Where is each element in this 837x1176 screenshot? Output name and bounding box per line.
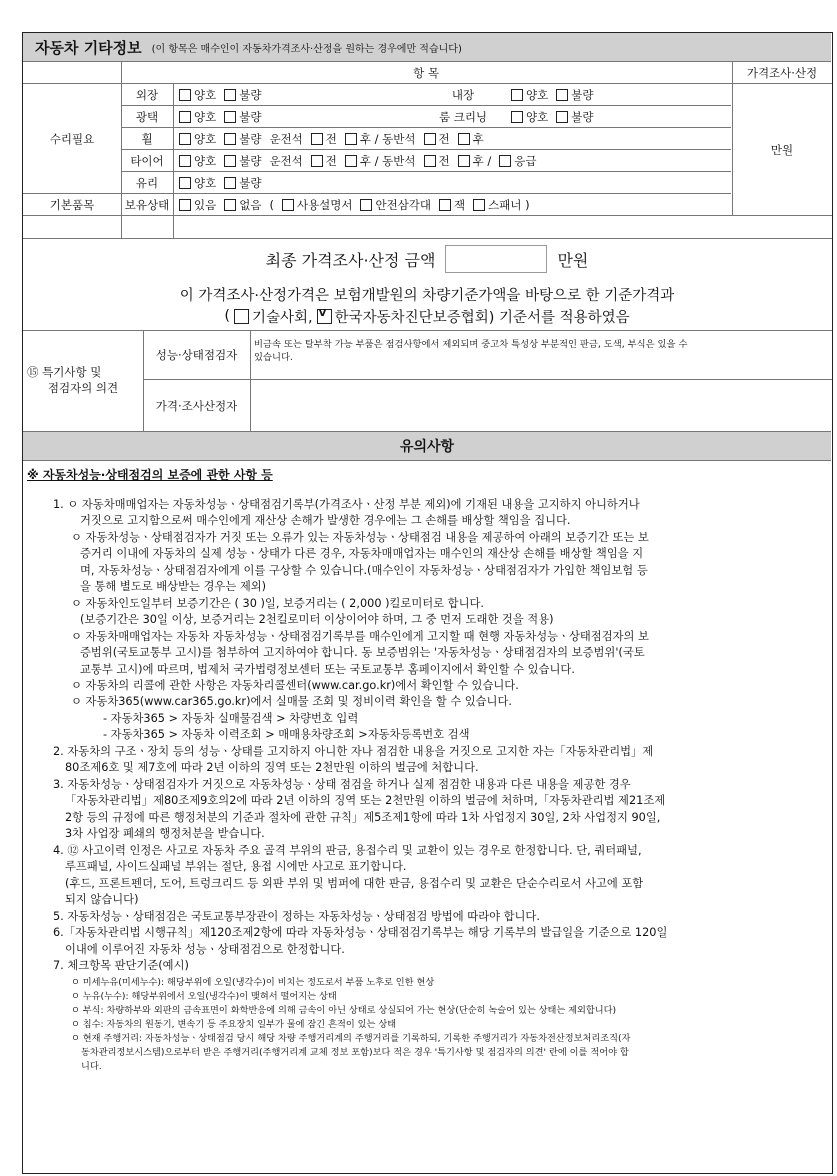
- manual-option[interactable]: 사용설명서: [282, 197, 353, 213]
- guarantee-title: ※ 자동차성능·상태점검의 보증에 관한 사항 등: [27, 468, 273, 482]
- basis-kaida-checkbox[interactable]: [317, 309, 332, 324]
- none-option[interactable]: 없음: [224, 197, 261, 213]
- checkbox[interactable]: [179, 155, 191, 167]
- notice-line: 80조제6호 및 제7호에 따라 2년 이하의 징역 또는 2천만원 이하의 벌금에 처합니다.: [65, 761, 479, 774]
- checkbox[interactable]: [556, 89, 568, 101]
- row-label-interior: 내장: [451, 87, 475, 102]
- basis-line-1: 이 가격조사·산정가격은 보험개발원의 차량기준가액을 바탕으로 한 기준가격과: [179, 287, 675, 304]
- inspector-remarks[interactable]: 비금속 또는 탈부착 가능 부품은 점검사항에서 제외되며 중고차 특성상 부분적인 판금, 도색, 부식은 있을 수 있습니다.: [254, 339, 688, 363]
- notice-line: ㅇ 자동차성능ㆍ상태점검자가 거짓 또는 오류가 있는 자동차성능ㆍ상태점검 내용을 제공하여 아래의 보증기간 또는 보: [71, 531, 649, 544]
- checkbox[interactable]: [360, 199, 372, 211]
- notice-line: 증범위(국토교통부 고시)를 첨부하여 고지하여야 합니다. 동 보증범위는 '자동차성능ㆍ상태점검자의 보증범위'(국토: [80, 646, 645, 659]
- remarks-label-1: ⑮ 특기사항 및: [27, 365, 102, 379]
- notice-line: 「자동차관리법」제80조제9호의2에 따라 2년 이하의 징역 또는 2천만원 이하의 벌금에 처하며,「자동차관리법 제21조제: [65, 794, 666, 807]
- tire-rear-option[interactable]: 후 /: [458, 153, 492, 169]
- vehicle-other-info-sheet: [22, 32, 833, 1174]
- notice-line: 2항 등의 규정에 따른 행정처분의 기준과 절차에 관한 규칙」제5조제1항에 따라 1차 사업정지 30일, 2차 사업정지 90일,: [65, 811, 661, 824]
- checkbox[interactable]: [224, 133, 236, 145]
- criteria-line: ㅇ 침수: 자동차의 원동기, 변속기 등 주요장치 일부가 물에 잠긴 흔적이 있는 상태: [71, 1019, 397, 1030]
- room-cleaning-good-option[interactable]: 양호: [511, 109, 548, 125]
- have-option[interactable]: 있음: [179, 197, 216, 213]
- checkbox[interactable]: [499, 155, 511, 167]
- notice-line: ㅇ 자동차의 리콜에 관한 사항은 자동차리콜센터(www.car.go.kr)에서 확인할 수 있습니다.: [71, 679, 519, 692]
- checkbox[interactable]: [458, 155, 470, 167]
- section-subtitle: (이 항목은 매수인이 자동차가격조사·산정을 원하는 경우에만 적습니다): [151, 43, 462, 55]
- checkbox[interactable]: [224, 177, 236, 189]
- checkbox[interactable]: [224, 155, 236, 167]
- row-label-exterior: 외장: [135, 87, 159, 102]
- notice-line: 4. ⑫ 사고이력 인정은 사고로 자동차 주요 골격 부위의 판금, 용접수리 및 교환이 있는 경우로 한정합니다. 단, 쿼터패널,: [53, 844, 642, 857]
- notice-line: 1. ㅇ 자동차매매업자는 자동차성능ㆍ상태점검기록부(가격조사ㆍ산정 부분 제외)에 기재된 내용을 고지하지 아니하거나: [53, 498, 640, 511]
- notice-line: 6.「자동차관리법 시행규칙」제120조제2항에 따라 자동차성능ㆍ상태점검기록부는 해당 기록부의 발급일을 기준으로 120일: [53, 926, 668, 939]
- basis-open: (: [224, 308, 230, 324]
- tire-front-option[interactable]: 전: [311, 153, 337, 169]
- gloss-good-option[interactable]: 양호: [179, 109, 216, 125]
- checkbox[interactable]: [345, 133, 357, 145]
- interior-good-option[interactable]: 양호: [511, 87, 548, 103]
- criteria-line: ㅇ 누유(누수): 해당부위에서 오일(냉각수)이 맺혀서 떨어지는 상태: [71, 991, 337, 1002]
- tire-emergency-option[interactable]: 응급: [499, 153, 536, 169]
- notice-heading: 유의사항: [23, 431, 831, 461]
- wheel-rear-option[interactable]: 후: [458, 131, 484, 147]
- criteria-line: 동차관리정보시스템)으로부터 받은 주행거리(주행거리계 교체 정보 포함)보다 적은 경우 '특기사항 및 점검자의 의견' 란에 이를 적어야 합: [81, 1047, 629, 1058]
- checkbox[interactable]: [473, 199, 485, 211]
- checkbox[interactable]: [224, 89, 236, 101]
- spanner-option[interactable]: 스패너 ): [473, 197, 529, 213]
- tire-front2-option[interactable]: 전: [424, 153, 450, 169]
- section-title-bar: [23, 33, 831, 62]
- checkbox[interactable]: [282, 199, 294, 211]
- appraiser-label: 가격·조사산정자: [155, 398, 238, 413]
- basis-opt1: 기술사회,: [252, 309, 313, 326]
- notice-line: ㅇ 자동차매매업자는 자동차 자동차성능ㆍ상태점검기록부를 매수인에게 고지할 때 현행 자동차성능ㆍ상태점검자의 보: [71, 630, 649, 643]
- criteria-line: ㅇ 미세누유(미세누수): 해당부위에 오일(냉각수)이 비치는 정도로서 부품 노후로 인한 현상: [71, 977, 435, 988]
- exterior-bad-option[interactable]: 불량: [224, 87, 261, 103]
- notice-line: 증거리 이내에 자동차의 실제 성능ㆍ상태가 다른 경우, 자동차매매업자는 매수인의 재산상 손해를 배상할 책임을 지: [80, 547, 644, 560]
- notice-line: ㅇ 자동차365(www.car365.go.kr)에서 실매물 조회 및 정비이력 확인을 할 수 있습니다.: [71, 695, 512, 708]
- wheel-driver-label: 운전석: [269, 131, 303, 146]
- checkbox[interactable]: [179, 177, 191, 189]
- glass-good-option[interactable]: 양호: [179, 175, 216, 191]
- jack-option[interactable]: 잭: [439, 197, 465, 213]
- wheel-front-option[interactable]: 전: [311, 131, 337, 147]
- notice-line: (보증기간은 30일 이상, 보증거리는 2천킬로미터 이상이어야 하며, 그 중 먼저 도래한 것을 적용): [80, 613, 554, 626]
- notice-line: 3차 사업장 폐쇄의 행정처분을 받습니다.: [65, 827, 265, 840]
- gloss-bad-option[interactable]: 불량: [224, 109, 261, 125]
- checkbox[interactable]: [179, 133, 191, 145]
- notice-line: 교통부 고시)에 따르며, 법제처 국가법령정보센터 또는 국토교통부 홈페이지에서 확인할 수 있습니다.: [80, 663, 575, 676]
- checkbox[interactable]: [179, 111, 191, 123]
- row-label-tire: 타이어: [130, 153, 164, 168]
- ownership-label: 보유상태: [124, 197, 170, 212]
- checkbox[interactable]: [224, 111, 236, 123]
- wheel-bad-option[interactable]: 불량: [224, 131, 261, 147]
- notice-line: - 자동차365 > 자동차 실매물검색 > 차량번호 입력: [103, 712, 359, 725]
- interior-bad-option[interactable]: 불량: [556, 87, 593, 103]
- checkbox[interactable]: [311, 133, 323, 145]
- notice-line: 3. 자동차성능ㆍ상태점검자가 거짓으로 자동차성능ㆍ상태 점검을 하거나 실제 점검한 내용과 다른 내용을 제공한 경우: [53, 778, 631, 791]
- notice-line: 을 통해 별도로 배상받는 경우는 제외): [80, 580, 267, 593]
- notice-line: 2. 자동차의 구조ㆍ장치 등의 성능ㆍ상태를 고지하지 아니한 자나 점검한 내용을 거짓으로 고지한 자는「자동차관리법」제: [53, 745, 654, 758]
- row-label-room-cleaning: 룸 크리닝: [438, 109, 488, 124]
- criteria-line: ㅇ 현재 주행거리: 자동차성능ㆍ상태점검 당시 해당 차량 주행거리계의 주행거리를 기록하되, 기록한 주행거리가 자동차전산정보처리조직(자: [71, 1033, 631, 1044]
- wheel-rear-passenger-option[interactable]: 후 / 동반석: [345, 131, 416, 147]
- row-label-gloss: 광택: [135, 109, 159, 124]
- repair-needed-label: 수리필요: [49, 131, 95, 146]
- notice-line: 7. 체크항목 판단기준(예시): [53, 959, 189, 972]
- wheel-front2-option[interactable]: 전: [424, 131, 450, 147]
- wheel-good-option[interactable]: 양호: [179, 131, 216, 147]
- checkbox[interactable]: [179, 89, 191, 101]
- criteria-line: 니다.: [81, 1061, 102, 1072]
- notice-line: (후드, 프론트펜더, 도어, 트렁크리드 등 외판 부위 및 범퍼에 대한 판금, 용접수리 및 교환은 단순수리로서 사고에 포함: [65, 877, 644, 890]
- criteria-line: ㅇ 부식: 차량하부와 외판의 금속표면이 화학반응에 의해 금속이 아닌 상태로 상실되어 가는 현상(단순히 녹슬어 있는 상태는 제외합니다): [71, 1005, 617, 1016]
- row-label-wheel: 휠: [141, 131, 153, 146]
- notice-line: 루프패널, 사이드실패널 부위는 절단, 용접 시에만 사고로 표기합니다.: [65, 860, 407, 873]
- basis-opt2: 한국자동차진단보증협회) 기준서를 적용하였음: [334, 309, 630, 326]
- checkbox[interactable]: [224, 199, 236, 211]
- basic-items-label: 기본품목: [49, 197, 95, 212]
- tire-rear-passenger-option[interactable]: 후 / 동반석: [345, 153, 416, 169]
- final-price-input[interactable]: [445, 245, 547, 273]
- checkbox[interactable]: [345, 155, 357, 167]
- remarks-label-2: 점검자의 의견: [47, 381, 119, 395]
- open-paren: (: [269, 197, 274, 212]
- row-label-glass: 유리: [135, 175, 159, 190]
- inspector-label: 성능·상태점검자: [155, 348, 238, 362]
- checkbox[interactable]: [511, 89, 523, 101]
- checkbox[interactable]: [556, 111, 568, 123]
- column-header-items: 항 목: [413, 65, 439, 80]
- final-price-unit: 만원: [557, 250, 589, 270]
- column-header-price: 가격조사·산정: [746, 65, 818, 80]
- final-price-label: 최종 가격조사·산정 금액: [265, 250, 436, 270]
- notice-line: 며, 자동차성능ㆍ상태점검자에게 이를 구상할 수 있습니다.(매수인이 자동차성능ㆍ상태점검자가 가입한 책임보험 등: [80, 564, 648, 577]
- checkbox[interactable]: [424, 155, 436, 167]
- notice-line: 되지 않습니다): [65, 893, 139, 906]
- tire-driver-label: 운전석: [269, 153, 303, 168]
- price-unit-label: 만원: [770, 142, 794, 157]
- notice-line: 이내에 이루어진 자동차 성능ㆍ상태점검으로 한정합니다.: [65, 943, 345, 956]
- room-cleaning-bad-option[interactable]: 불량: [556, 109, 593, 125]
- basis-tech-society-checkbox[interactable]: [234, 309, 249, 324]
- glass-bad-option[interactable]: 불량: [224, 175, 261, 191]
- checkbox[interactable]: [179, 199, 191, 211]
- triangle-option[interactable]: 안전삼각대: [360, 197, 431, 213]
- notice-line: - 자동차365 > 자동차 이력조회 > 매매용차량조회 >자동차등록번호 검색: [103, 728, 470, 741]
- notice-line: 거짓으로 고지함으로써 매수인에게 재산상 손해가 발생한 경우에는 그 손해를 배상할 책임을 집니다.: [80, 514, 571, 527]
- checkbox[interactable]: [311, 155, 323, 167]
- notice-line: 5. 자동차성능ㆍ상태점검은 국토교통부장관이 정하는 자동차성능ㆍ상태점검 방법에 따라야 합니다.: [53, 910, 540, 923]
- section-title: 자동차 기타정보: [35, 38, 142, 57]
- exterior-good-option[interactable]: 양호: [179, 87, 216, 103]
- checkbox[interactable]: [439, 199, 451, 211]
- tire-bad-option[interactable]: 불량: [224, 153, 261, 169]
- checkbox[interactable]: [424, 133, 436, 145]
- tire-good-option[interactable]: 양호: [179, 153, 216, 169]
- notice-line: ㅇ 자동차인도일부터 보증기간은 ( 30 )일, 보증거리는 ( 2,000 )킬로미터로 합니다.: [71, 597, 484, 610]
- checkbox[interactable]: [458, 133, 470, 145]
- checkbox[interactable]: [511, 111, 523, 123]
